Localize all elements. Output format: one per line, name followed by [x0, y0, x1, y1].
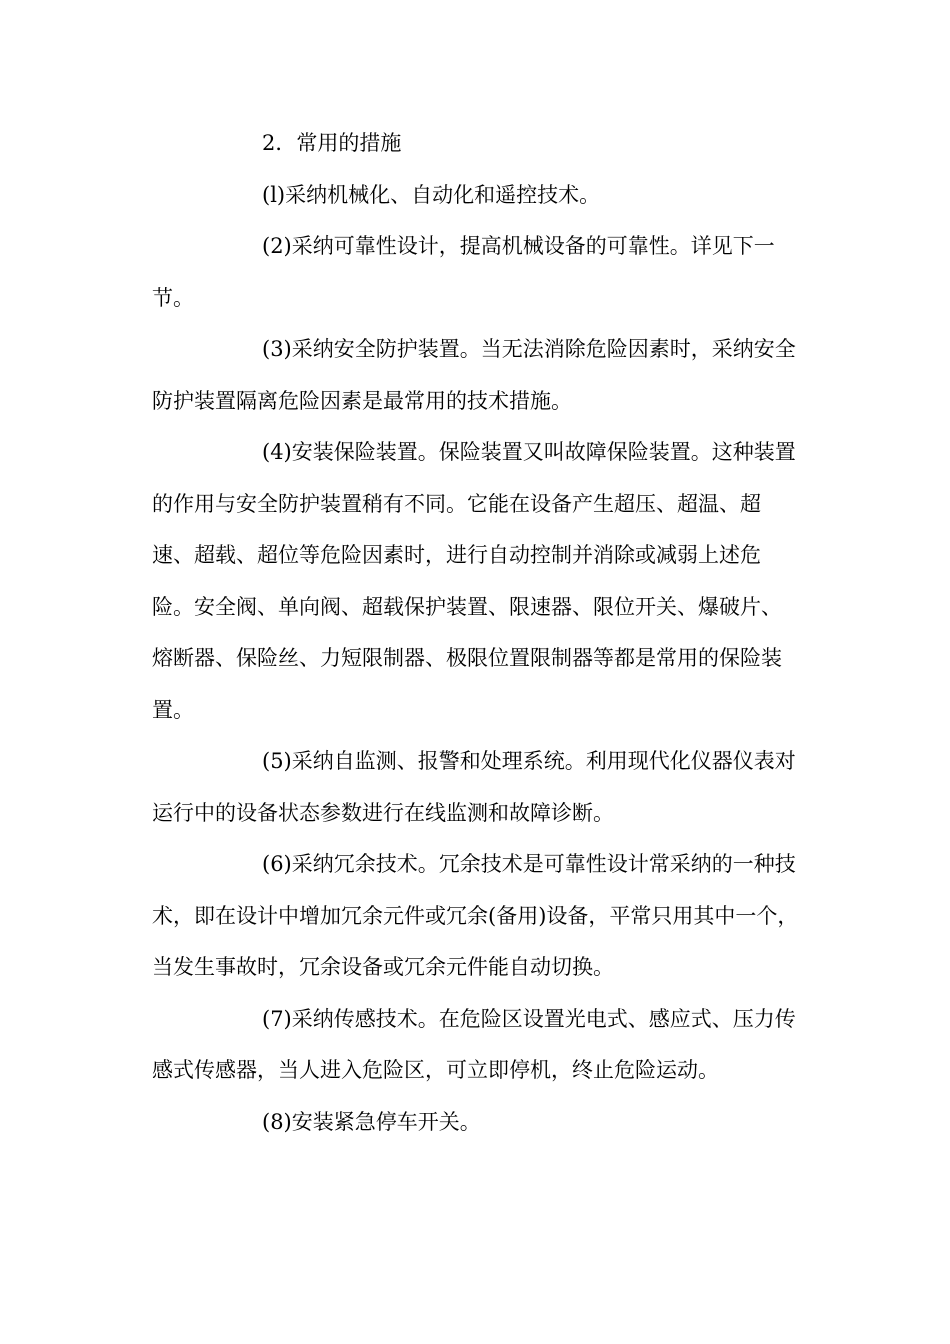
paragraph-4: (4)安装保险装置。保险装置又叫故障保险装置。这种装置的作用与安全防护装置稍有不同。它能在设备产生超压、超温、超速、超载、超位等危险因素时，进行自动控制并消除或减弱上述危险。安全阀、单向阀、超载保护装置、限速器、限位开关、爆破片、熔断器、保险丝、力短限制器、极限位置限制器等都是常用的保险装置。	[152, 440, 796, 722]
document-body	[152, 118, 800, 1148]
paragraph-8: (8)安装紧急停车开关。	[262, 1109, 481, 1134]
section-heading: 2．常用的措施	[262, 131, 402, 155]
paragraph-6: (6)采纳冗余技术。冗余技术是可靠性设计常采纳的一种技术，即在设计中增加冗余元件或冗余(备用)设备，平常只用其中一个，当发生事故时，冗余设备或冗余元件能自动切换。	[152, 852, 799, 979]
paragraph-3: (3)采纳安全防护装置。当无法消除危险因素时，采纳安全防护装置隔离危险因素是最常用的技术措施。	[152, 337, 796, 413]
paragraph-7: (7)采纳传感技术。在危险区设置光电式、感应式、压力传感式传感器，当人进入危险区，可立即停机，终止危险运动。	[152, 1006, 796, 1082]
paragraph-2: (2)采纳可靠性设计，提高机械设备的可靠性。详见下一节。	[152, 234, 775, 310]
paragraph-1: (l)采纳机械化、自动化和遥控技术。	[262, 182, 601, 207]
paragraph-5: (5)采纳自监测、报警和处理系统。利用现代化仪器仪表对运行中的设备状态参数进行在线监测和故障诊断。	[152, 749, 796, 825]
